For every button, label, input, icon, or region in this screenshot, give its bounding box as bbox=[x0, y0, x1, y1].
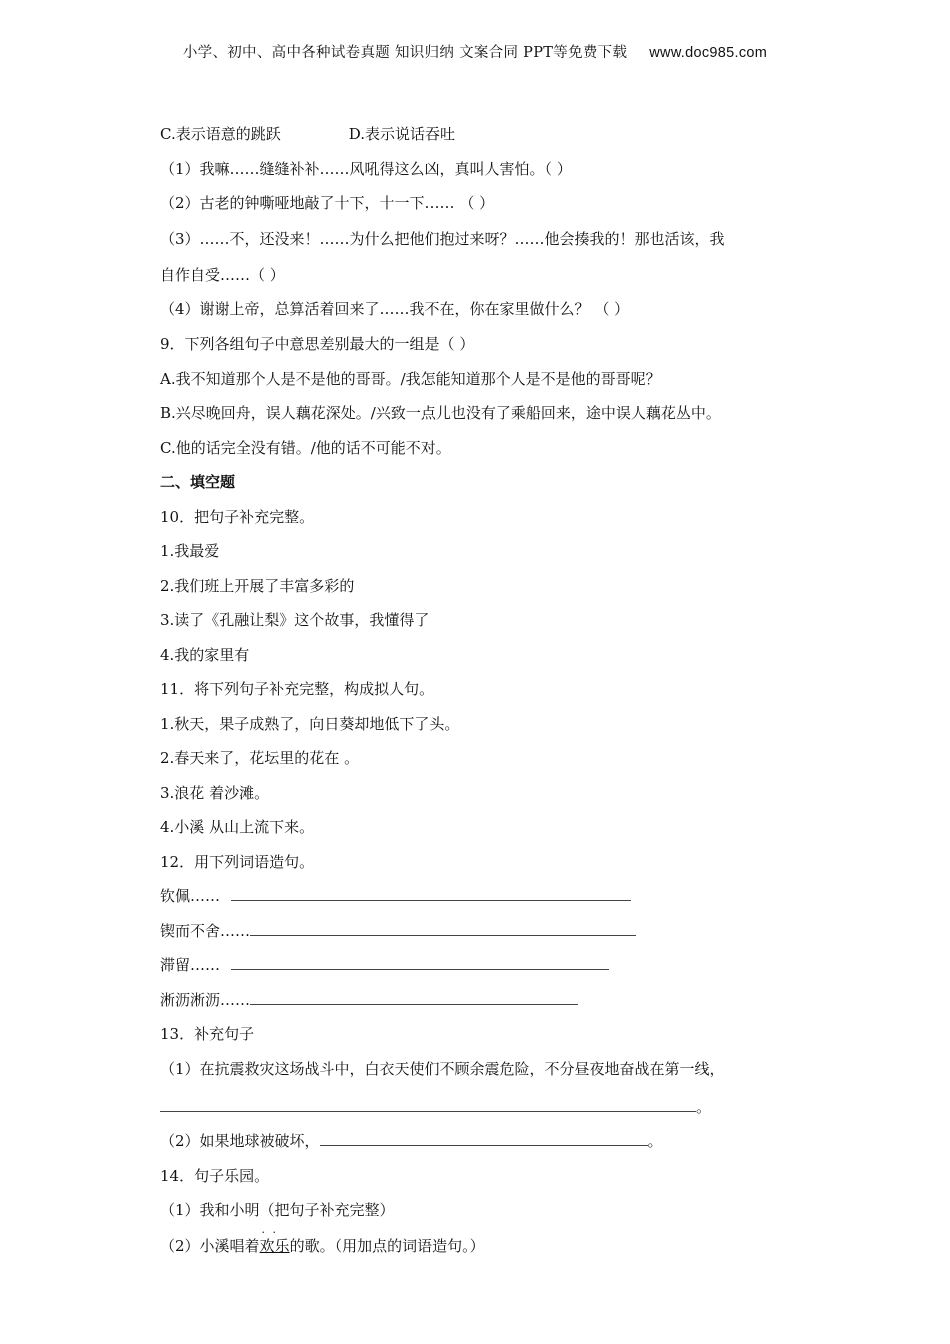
answer-blank[interactable] bbox=[160, 1097, 696, 1112]
q10-item-4: 4.我的家里有 bbox=[160, 646, 250, 664]
q10-item-1: 1.我最爱 bbox=[160, 542, 220, 560]
q14-item-2-post: 的歌。（用加点的词语造句。） bbox=[289, 1237, 485, 1255]
section-heading: 二、填空题 bbox=[160, 473, 236, 491]
q10-item-2: 2.我们班上开展了丰富多彩的 bbox=[160, 577, 355, 595]
q12-word: 锲而不舍…… bbox=[160, 922, 251, 940]
q14-item-1: （1）我和小明（把句子补充完整） bbox=[160, 1201, 395, 1219]
answer-blank[interactable] bbox=[231, 955, 609, 970]
q13-item-2 bbox=[160, 1131, 663, 1151]
q12-row-2 bbox=[160, 921, 636, 941]
answer-blank[interactable] bbox=[320, 1131, 648, 1146]
q12-word: 淅沥淅沥…… bbox=[160, 991, 251, 1009]
period: 。 bbox=[647, 1132, 663, 1150]
answer-blank[interactable] bbox=[250, 921, 636, 936]
q13-item-1: （1）在抗震救灾这场战斗中，白衣天使们不顾余震危险，不分昼夜地奋战在第一线， bbox=[160, 1060, 725, 1078]
period: 。 bbox=[696, 1098, 712, 1116]
answer-blank[interactable] bbox=[250, 990, 578, 1005]
q13-stem: 13．补充句子 bbox=[160, 1025, 255, 1043]
q14-item-2 bbox=[160, 1236, 485, 1256]
q12-row-4 bbox=[160, 990, 578, 1010]
q12-word: 滞留…… bbox=[160, 956, 225, 974]
option-d: D.表示说话吞吐 bbox=[348, 125, 455, 143]
emphasized-word: · · 欢乐 bbox=[260, 1236, 290, 1256]
q12-row-1 bbox=[160, 886, 631, 906]
q11-item-2: 2.春天来了，花坛里的花在 。 bbox=[160, 749, 360, 767]
q8-item-3: （3）……不，还没来！……为什么把他们抱过来呀？……他会揍我的！那也活该，我 bbox=[160, 230, 725, 248]
q8-item-1: （1）我嘛……缝缝补补……风吼得这么凶，真叫人害怕。（ ） bbox=[160, 160, 572, 178]
q14-item-2-pre: （2）小溪唱着 bbox=[160, 1237, 260, 1255]
q11-item-4: 4.小溪 从山上流下来。 bbox=[160, 818, 315, 836]
q11-item-3: 3.浪花 着沙滩。 bbox=[160, 784, 270, 802]
q8-item-2: （2）古老的钟嘶哑地敲了十下，十一下…… （ ） bbox=[160, 194, 495, 212]
q13-item-2-text: （2）如果地球被破坏， bbox=[160, 1132, 320, 1150]
q10-stem: 10．把句子补充完整。 bbox=[160, 508, 315, 526]
q12-row-3 bbox=[160, 955, 609, 975]
q10-item-3: 3.读了《孔融让梨》这个故事，我懂得了 bbox=[160, 611, 430, 629]
q9-option-a: A.我不知道那个人是不是他的哥哥。/我怎能知道那个人是不是他的哥哥呢？ bbox=[160, 370, 661, 388]
q8-item-3-cont: 自作自受……（ ） bbox=[160, 266, 285, 284]
header-text: 小学、初中、高中各种试卷真题 知识归纳 文案合同 PPT等免费下载 bbox=[182, 45, 628, 61]
header-site: www.doc985.com bbox=[649, 45, 768, 61]
options-cd bbox=[160, 124, 455, 144]
q11-stem: 11．将下列句子补充完整，构成拟人句。 bbox=[160, 680, 435, 698]
option-c: C.表示语意的跳跃 bbox=[160, 125, 281, 143]
q14-stem: 14．句子乐园。 bbox=[160, 1167, 270, 1185]
q9-option-b: B.兴尽晚回舟，误人藕花深处。/兴致一点儿也没有了乘船回来，途中误人藕花丛中。 bbox=[160, 404, 721, 422]
page-header bbox=[0, 41, 950, 62]
q9-stem: 9．下列各组句子中意思差别最大的一组是（ ） bbox=[160, 335, 475, 353]
q9-option-c: C.他的话完全没有错。/他的话不可能不对。 bbox=[160, 439, 451, 457]
q13-item-1-answer bbox=[160, 1097, 711, 1117]
q12-stem: 12．用下列词语造句。 bbox=[160, 853, 315, 871]
q11-item-1: 1.秋天，果子成熟了，向日葵却地低下了头。 bbox=[160, 715, 460, 733]
q12-word: 钦佩…… bbox=[160, 887, 225, 905]
answer-blank[interactable] bbox=[231, 886, 631, 901]
q8-item-4: （4）谢谢上帝，总算活着回来了……我不在，你在家里做什么？ （ ） bbox=[160, 300, 630, 318]
